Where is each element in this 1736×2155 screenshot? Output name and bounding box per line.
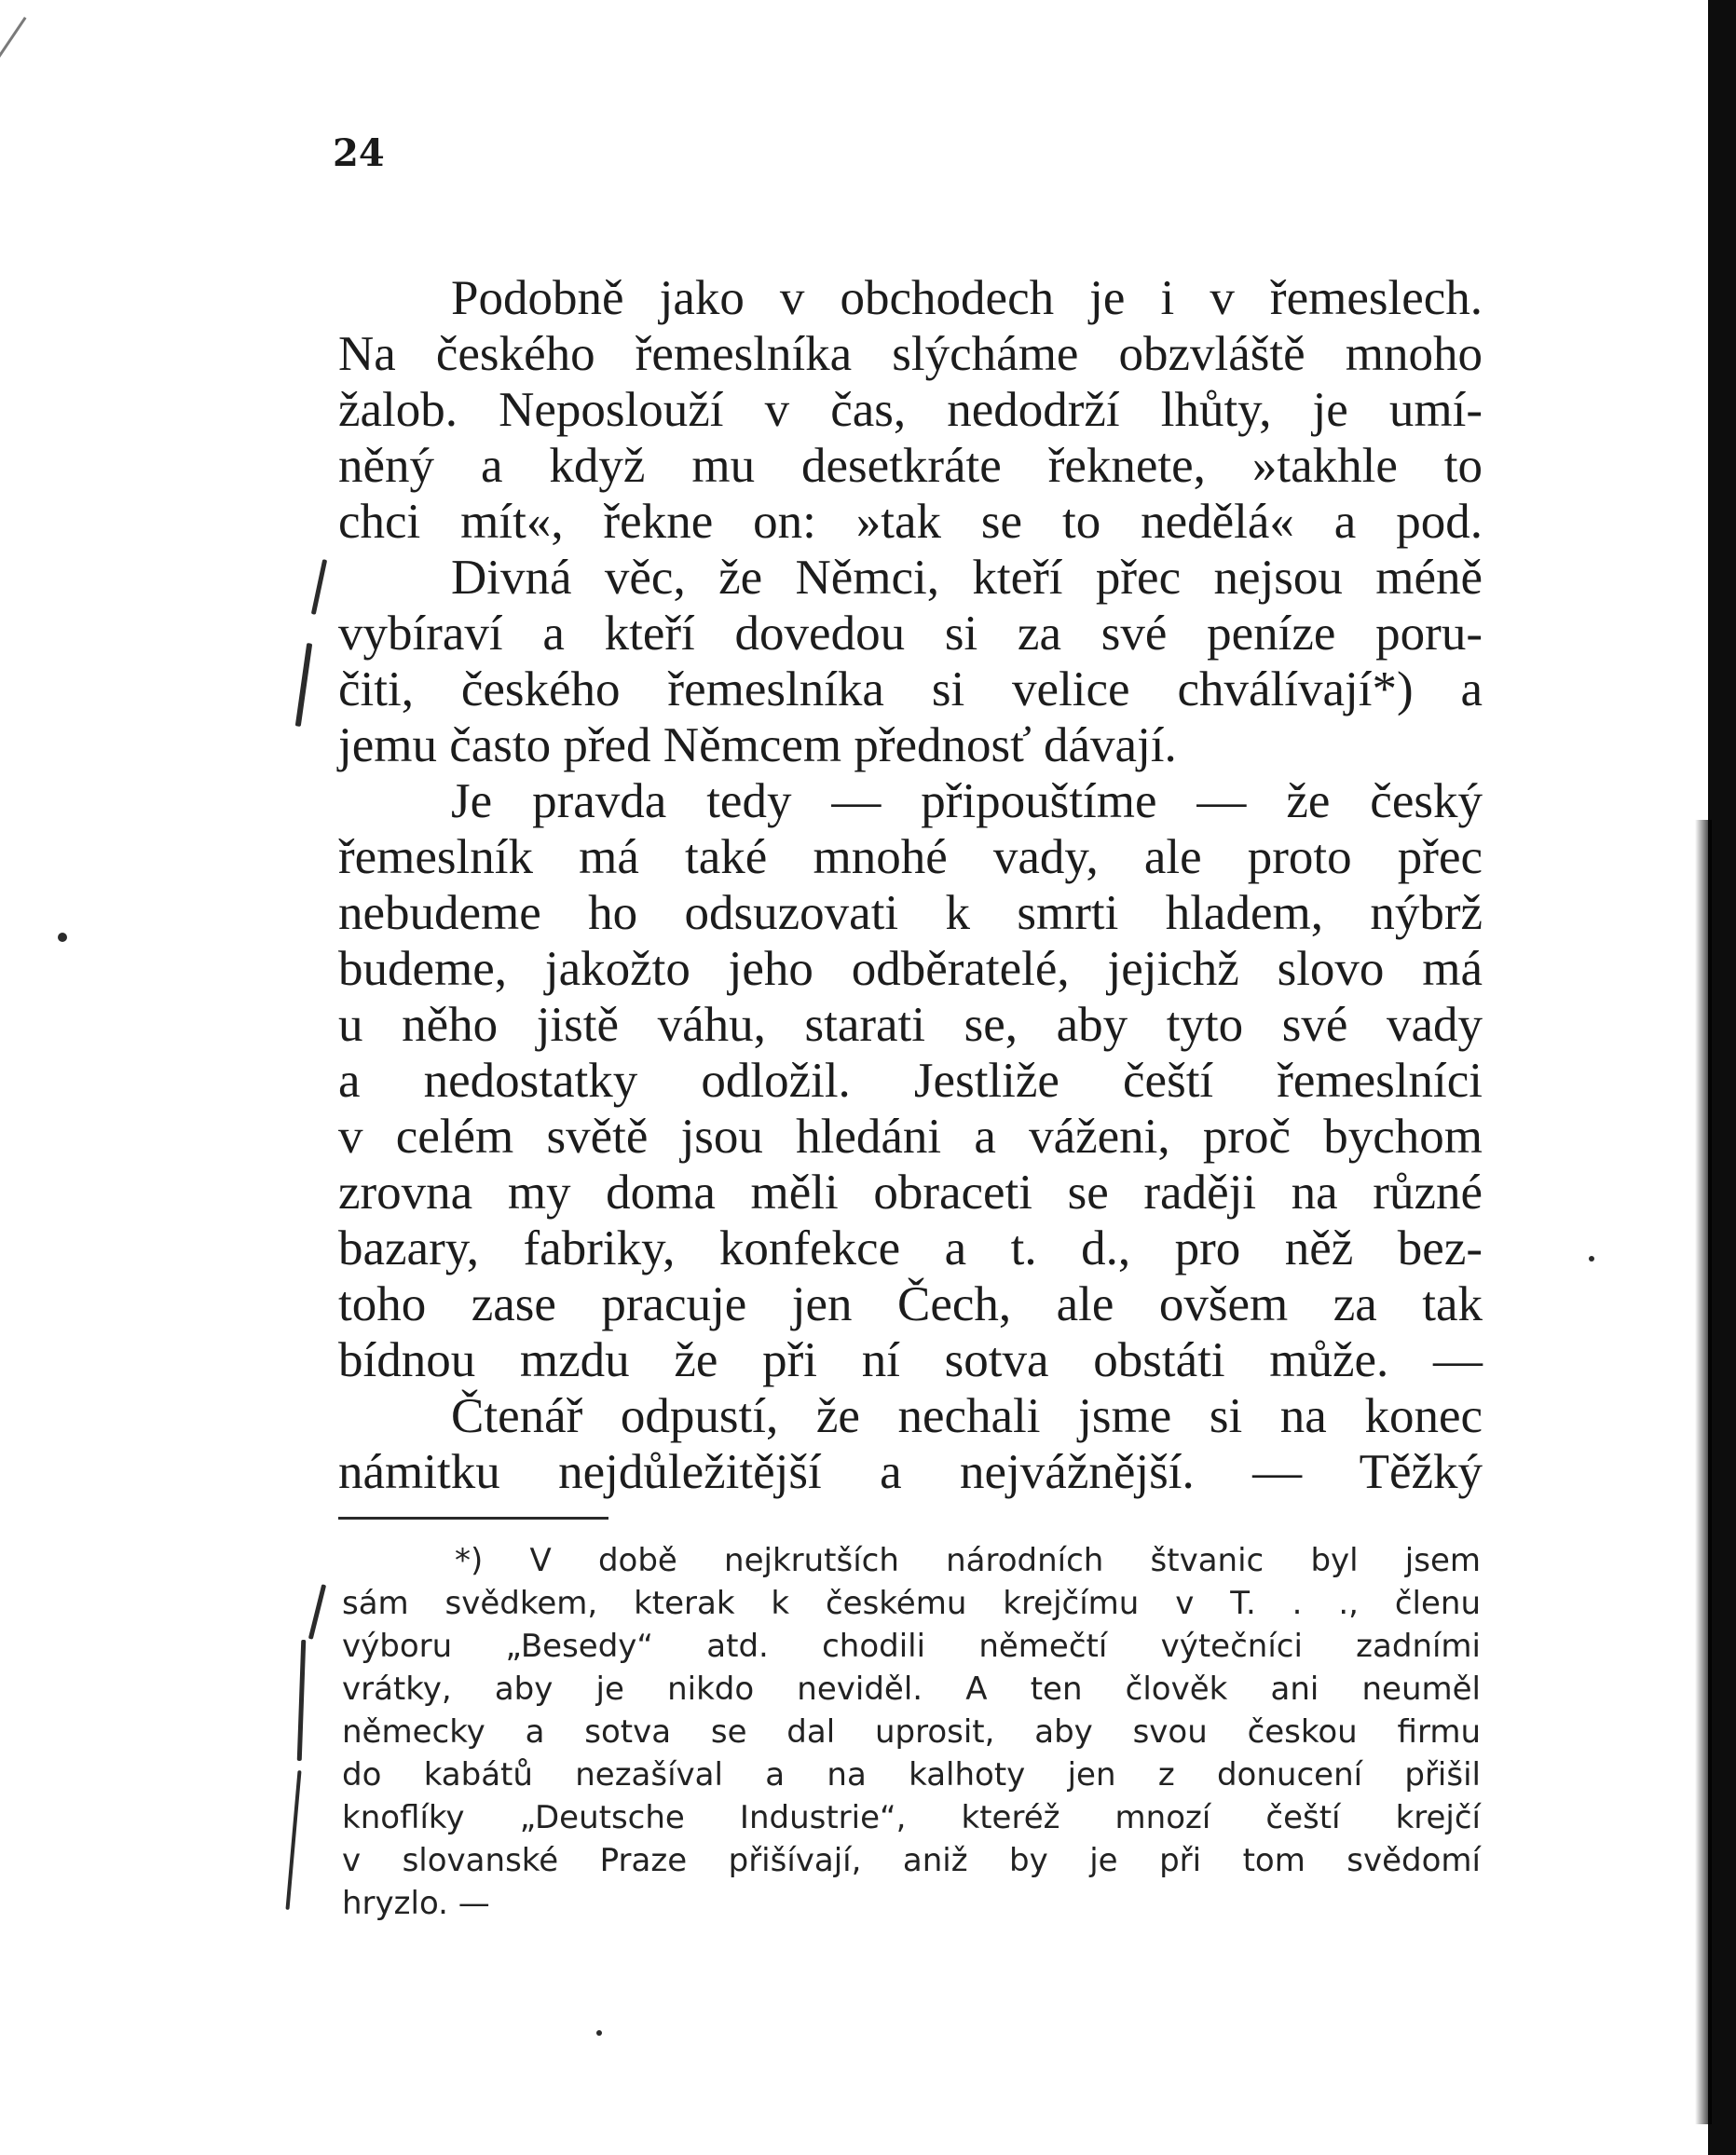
text-line: vybíraví a kteří dovedou si za své peníze poru- xyxy=(338,607,1483,661)
footnote-line: vrátky, aby je nikdo neviděl. A ten člověk ani neuměl xyxy=(342,1671,1481,1708)
footnote-line: výboru „Besedy“ atd. chodili němečtí výtečníci zadními xyxy=(342,1628,1481,1665)
text-line: nebudeme ho odsuzovati k smrti hladem, nýbrž xyxy=(338,886,1483,940)
text-line: něný a když mu desetkráte řeknete, »takhle to xyxy=(338,439,1483,493)
text-line: Je pravda tedy — připouštíme — že český xyxy=(451,774,1483,828)
text-line: v celém světě jsou hledáni a váženi, proč bychom xyxy=(338,1110,1483,1164)
footnote-line: *) V době nejkrutších národních štvanic byl jsem xyxy=(455,1542,1481,1579)
text-line: Čtenář odpustí, že nechali jsme si na konec xyxy=(451,1389,1483,1443)
text-line: budeme, jakožto jeho odběratelé, jejichž slovo má xyxy=(338,942,1483,996)
text-line: žalob. Neposlouží v čas, nedodrží lhůty, je umí- xyxy=(338,383,1483,437)
page-number: 24 xyxy=(333,131,385,175)
binding-shadow-gradient xyxy=(1695,820,1712,2124)
margin-dot xyxy=(58,933,67,942)
margin-dot xyxy=(596,2030,602,2036)
binding-shadow xyxy=(1708,0,1736,2155)
text-line: a nedostatky odložil. Jestliže čeští řemeslníci xyxy=(338,1054,1483,1108)
footnote-separator xyxy=(338,1517,608,1520)
text-line: Podobně jako v obchodech je i v řemeslech. xyxy=(451,271,1483,325)
corner-fold-mark xyxy=(0,17,26,118)
footnote-line: v slovanské Praze přišívají, aniž by je při tom svědomí xyxy=(342,1842,1481,1879)
text-line: zrovna my doma měli obraceti se raději na různé xyxy=(338,1166,1483,1220)
text-line: toho zase pracuje jen Čech, ale ovšem za tak xyxy=(338,1277,1483,1331)
footnote-line: sám svědkem, kterak k českému krejčímu v T. . ., členu xyxy=(342,1585,1481,1622)
footnote-line: německy a sotva se dal uprosit, aby svou českou firmu xyxy=(342,1713,1481,1751)
text-line: bazary, fabriky, konfekce a t. d., pro něž bez- xyxy=(338,1221,1483,1275)
text-line: u něho jistě váhu, starati se, aby tyto své vady xyxy=(338,998,1483,1052)
text-line: námitku nejdůležitější a nejvážnější. — Těžký xyxy=(338,1445,1483,1499)
text-line: čiti, českého řemeslníka si velice chválívají*) a xyxy=(338,662,1483,716)
text-line: řemeslník má také mnohé vady, ale proto přec xyxy=(338,830,1483,884)
footnote-line: knoflíky „Deutsche Industrie“, kteréž mnozí čeští krejčí xyxy=(342,1799,1481,1836)
text-line: jemu často před Němcem přednosť dávají. xyxy=(338,718,1177,772)
margin-dot xyxy=(1589,1256,1594,1262)
text-line: Divná věc, že Němci, kteří přec nejsou méně xyxy=(451,551,1483,605)
margin-pencil-mark xyxy=(311,559,327,615)
margin-pencil-mark xyxy=(285,1770,301,1910)
margin-pencil-mark xyxy=(308,1584,326,1639)
margin-pencil-mark xyxy=(297,1640,307,1761)
margin-pencil-mark xyxy=(295,643,312,727)
text-line: bídnou mzdu že při ní sotva obstáti může. — xyxy=(338,1333,1483,1387)
text-line: chci mít«, řekne on: »tak se to nedělá« a pod. xyxy=(338,495,1483,549)
footnote-line: hryzlo. — xyxy=(342,1885,490,1922)
footnote-line: do kabátů nezašíval a na kalhoty jen z donucení přišil xyxy=(342,1756,1481,1794)
text-line: Na českého řemeslníka slýcháme obzvláště mnoho xyxy=(338,327,1483,381)
